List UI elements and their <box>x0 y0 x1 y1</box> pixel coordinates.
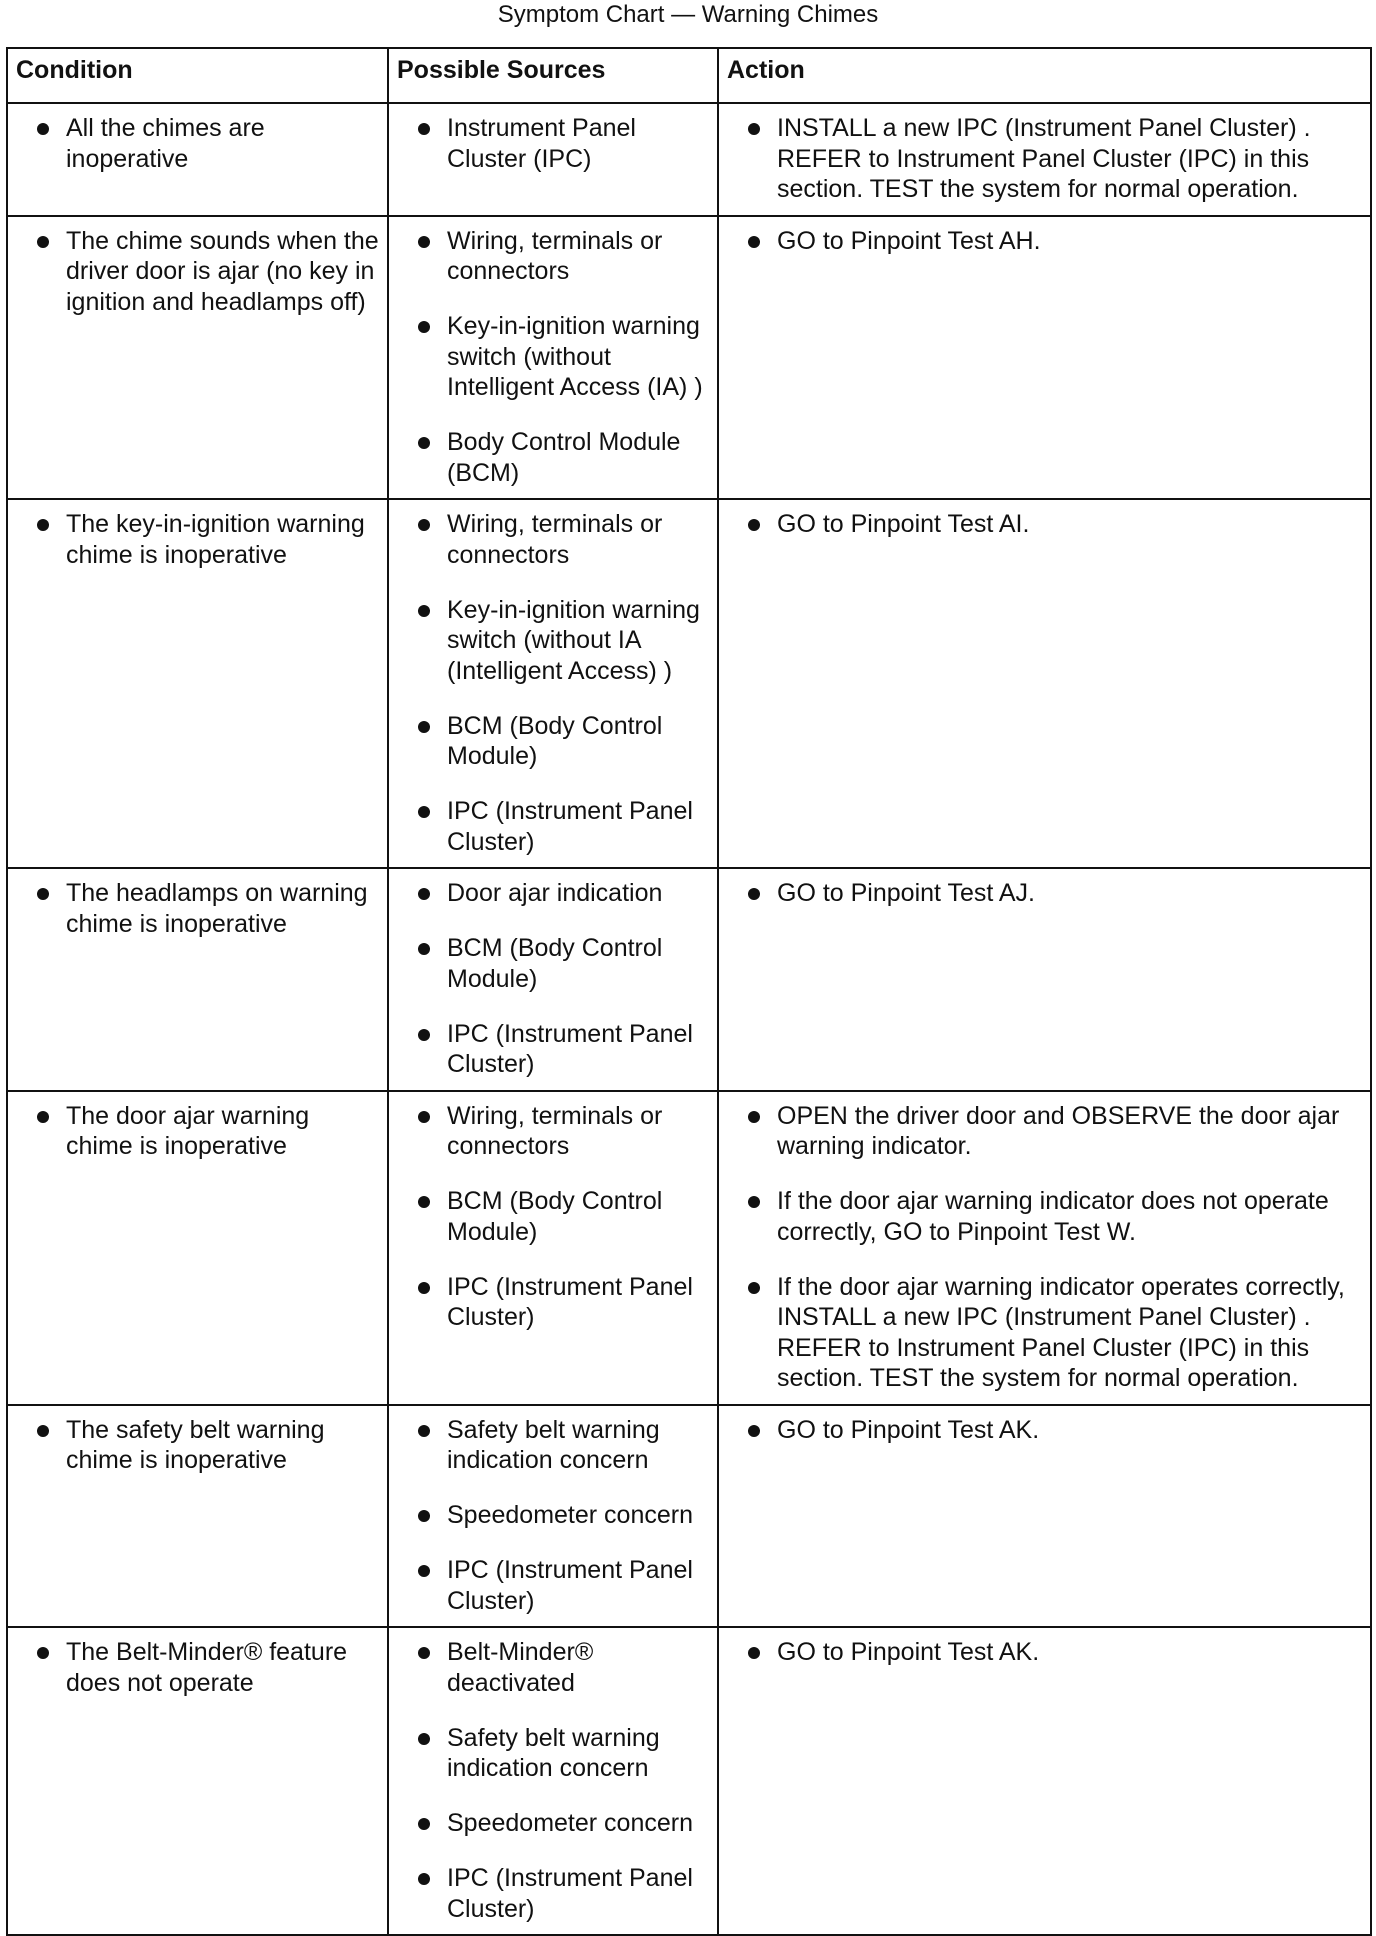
list-item <box>16 1101 379 1162</box>
list-item <box>397 1808 709 1839</box>
action-text: GO to Pinpoint Test AH. <box>777 226 1041 255</box>
list-item <box>397 1101 709 1162</box>
list-item <box>16 1637 379 1698</box>
possible-source-list <box>397 509 709 857</box>
condition-list <box>16 226 379 318</box>
list-item <box>397 1500 709 1531</box>
action-cell <box>718 1091 1371 1405</box>
action-list <box>727 1415 1362 1446</box>
list-item <box>727 113 1362 205</box>
action-list <box>727 113 1362 205</box>
possible-source-text: Safety belt warning indication concern <box>447 1415 660 1474</box>
condition-list <box>16 1637 379 1698</box>
condition-list <box>16 878 379 939</box>
list-item <box>727 1186 1362 1247</box>
list-item <box>16 113 379 174</box>
condition-cell <box>7 499 388 868</box>
list-item <box>397 933 709 994</box>
possible-source-list <box>397 878 709 1080</box>
condition-cell <box>7 103 388 216</box>
chart-body <box>7 103 1371 1935</box>
list-item <box>397 1019 709 1080</box>
possible-source-text: Instrument Panel Cluster (IPC) <box>447 114 636 173</box>
condition-text: The chime sounds when the driver door is ajar (no key in ignition and headlamps off) <box>66 226 379 316</box>
list-item <box>727 509 1362 540</box>
action-list <box>727 878 1362 909</box>
condition-text: All the chimes are inoperative <box>66 114 265 173</box>
possible-source-text: Belt-Minder® deactivated <box>447 1638 594 1697</box>
possible-source-list <box>397 226 709 489</box>
header-possible-sources: Possible Sources <box>388 48 718 103</box>
list-item <box>397 595 709 687</box>
condition-cell <box>7 1091 388 1405</box>
possible-source-text: BCM (Body Control Module) <box>447 934 663 993</box>
condition-text: The door ajar warning chime is inoperative <box>66 1101 310 1160</box>
list-item <box>397 1272 709 1333</box>
possible-source-text: BCM (Body Control Module) <box>447 1187 663 1246</box>
action-cell <box>718 1405 1371 1628</box>
possible-source-cell <box>388 1405 718 1628</box>
action-cell <box>718 216 1371 500</box>
possible-source-text: Wiring, terminals or connectors <box>447 1101 663 1160</box>
list-item <box>397 1723 709 1784</box>
action-list <box>727 509 1362 540</box>
possible-source-list <box>397 1637 709 1924</box>
possible-source-text: Wiring, terminals or connectors <box>447 510 663 569</box>
possible-source-text: IPC (Instrument Panel Cluster) <box>447 1864 693 1923</box>
action-text: INSTALL a new IPC (Instrument Panel Cluster) . REFER to Instrument Panel Cluster (IPC) in this section. TEST the system for normal operation. <box>777 114 1311 203</box>
possible-source-cell <box>388 103 718 216</box>
action-text: GO to Pinpoint Test AI. <box>777 510 1030 538</box>
list-item <box>727 1272 1362 1394</box>
condition-list <box>16 1415 379 1476</box>
possible-source-text: Safety belt warning indication concern <box>447 1723 660 1782</box>
condition-list <box>16 1101 379 1162</box>
list-item <box>397 711 709 772</box>
possible-source-text: Speedometer concern <box>447 1501 693 1529</box>
list-item <box>727 226 1362 257</box>
possible-source-cell <box>388 499 718 868</box>
possible-source-text: BCM (Body Control Module) <box>447 711 663 770</box>
condition-text: The headlamps on warning chime is inoperative <box>66 879 368 938</box>
possible-source-text: Key-in-ignition warning switch (without Intelligent Access (IA) ) <box>447 312 703 401</box>
header-action: Action <box>718 48 1371 103</box>
possible-source-cell <box>388 868 718 1091</box>
list-item <box>397 311 709 403</box>
action-text: GO to Pinpoint Test AK. <box>777 1415 1040 1444</box>
action-text: OPEN the driver door and OBSERVE the door ajar warning indicator. <box>777 1101 1340 1160</box>
table-row <box>7 216 1371 500</box>
condition-cell <box>7 216 388 500</box>
condition-cell <box>7 1627 388 1935</box>
list-item <box>397 427 709 488</box>
action-cell <box>718 868 1371 1091</box>
list-item <box>16 509 379 570</box>
action-cell <box>718 103 1371 216</box>
action-list <box>727 1101 1362 1394</box>
possible-source-text: IPC (Instrument Panel Cluster) <box>447 797 693 856</box>
list-item <box>397 796 709 857</box>
table-row <box>7 499 1371 868</box>
list-item <box>16 226 379 318</box>
possible-source-text: Door ajar indication <box>447 879 663 907</box>
header-condition: Condition <box>7 48 388 103</box>
list-item <box>727 878 1362 909</box>
action-cell <box>718 1627 1371 1935</box>
condition-text: The safety belt warning chime is inoperative <box>66 1415 325 1474</box>
list-item <box>727 1415 1362 1446</box>
chart-title: Symptom Chart — Warning Chimes <box>497 1 879 28</box>
action-text: GO to Pinpoint Test AK. <box>777 1638 1040 1666</box>
possible-source-text: Body Control Module (BCM) <box>447 428 681 487</box>
list-item <box>397 1415 709 1476</box>
condition-text: The key-in-ignition warning chime is inoperative <box>66 510 365 569</box>
list-item <box>16 878 379 939</box>
list-item <box>397 113 709 174</box>
list-item <box>397 226 709 287</box>
list-item <box>397 509 709 570</box>
possible-source-cell <box>388 1627 718 1935</box>
possible-source-list <box>397 113 709 174</box>
condition-cell <box>7 1405 388 1628</box>
possible-source-text: Key-in-ignition warning switch (without IA (Intelligent Access) ) <box>447 595 700 685</box>
condition-cell <box>7 868 388 1091</box>
action-list <box>727 1637 1362 1668</box>
condition-list <box>16 113 379 174</box>
possible-source-text: IPC (Instrument Panel Cluster) <box>447 1019 693 1078</box>
list-item <box>397 1186 709 1247</box>
possible-source-text: Wiring, terminals or connectors <box>447 226 663 285</box>
possible-source-text: Speedometer concern <box>447 1809 693 1837</box>
list-item <box>397 1555 709 1616</box>
list-item <box>397 878 709 909</box>
possible-source-list <box>397 1101 709 1333</box>
list-item <box>397 1863 709 1924</box>
action-cell <box>718 499 1371 868</box>
action-text: If the door ajar warning indicator operates correctly, INSTALL a new IPC (Instrument Panel Cluster) . REFER to Instrument Panel Cluster (IPC) in this section. TEST the system for normal operation. <box>777 1272 1345 1392</box>
action-list <box>727 226 1362 257</box>
symptom-chart-table <box>6 47 1372 1936</box>
header-row <box>7 48 1371 103</box>
condition-text: The Belt-Minder® feature does not operate <box>66 1638 348 1697</box>
action-text: GO to Pinpoint Test AJ. <box>777 879 1036 907</box>
list-item <box>397 1637 709 1698</box>
possible-source-cell <box>388 216 718 500</box>
table-row <box>7 868 1371 1091</box>
list-item <box>16 1415 379 1476</box>
table-row <box>7 1405 1371 1628</box>
action-text: If the door ajar warning indicator does not operate correctly, GO to Pinpoint Test W. <box>777 1187 1329 1246</box>
possible-source-cell <box>388 1091 718 1405</box>
possible-source-list <box>397 1415 709 1617</box>
condition-list <box>16 509 379 570</box>
possible-source-text: IPC (Instrument Panel Cluster) <box>447 1556 693 1615</box>
table-row <box>7 1091 1371 1405</box>
table-row <box>7 103 1371 216</box>
table-row <box>7 1627 1371 1935</box>
possible-source-text: IPC (Instrument Panel Cluster) <box>447 1272 693 1331</box>
list-item <box>727 1101 1362 1162</box>
list-item <box>727 1637 1362 1668</box>
